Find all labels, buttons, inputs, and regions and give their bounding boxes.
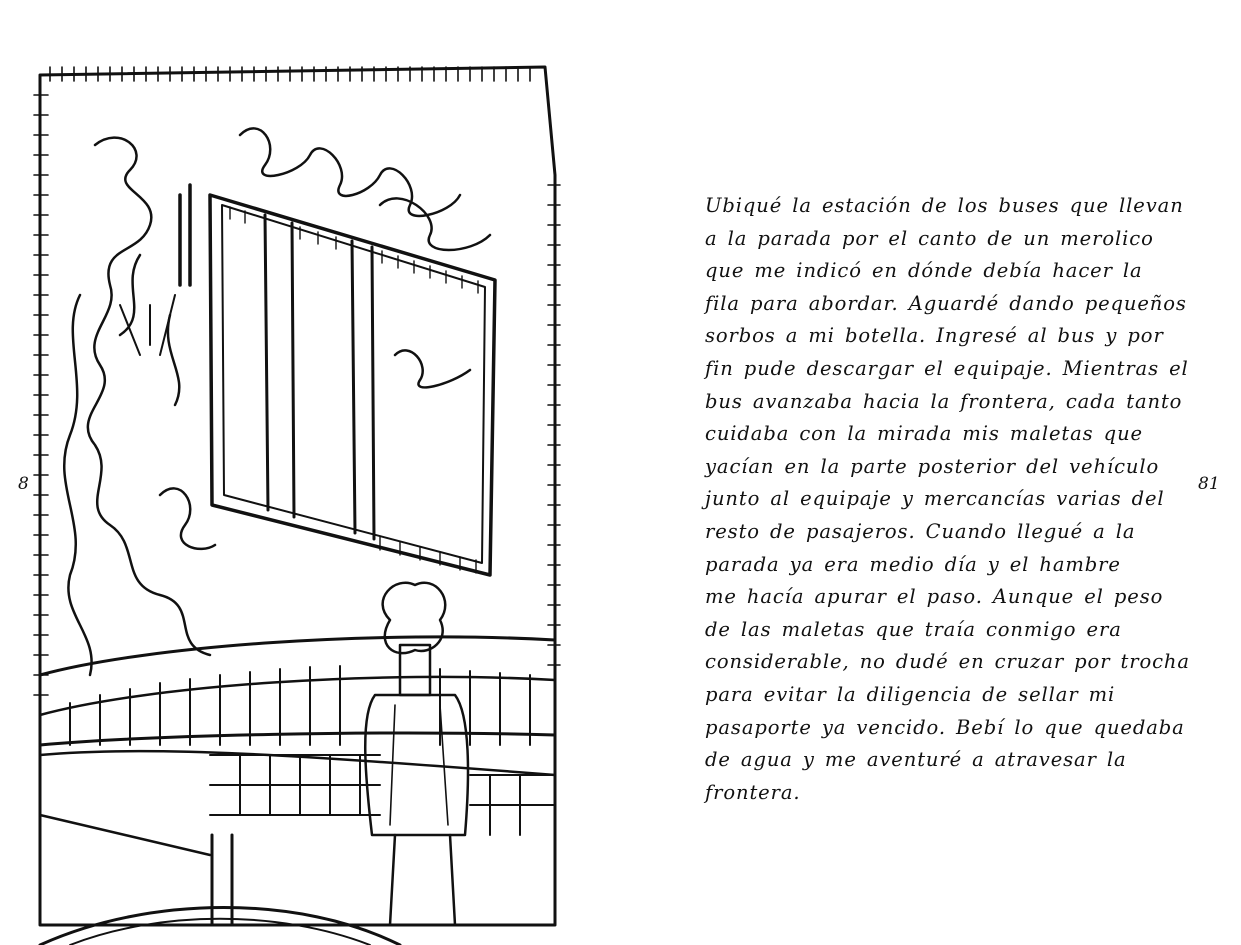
text-line: parada ya era medio día y el hambre <box>705 552 1121 576</box>
text-line: cuidaba con la mirada mis maletas que <box>705 422 1143 446</box>
ink-illustration <box>0 55 565 945</box>
body-text <box>705 190 1190 809</box>
text-line: de agua y me aventuré a atravesar la <box>705 748 1127 772</box>
text-line: para evitar la diligencia de sellar mi <box>705 682 1116 706</box>
text-line: sorbos a mi botella. Ingresé al bus y por <box>705 324 1164 348</box>
page-number-left: 8 <box>18 474 29 494</box>
text-line: a la parada por el canto de un merolico <box>705 226 1154 250</box>
text-line: resto de pasajeros. Cuando llegué a la <box>705 519 1136 543</box>
text-line: bus avanzaba hacia la frontera, cada tanto <box>705 389 1183 413</box>
text-line: de las maletas que traía conmigo era <box>705 617 1122 641</box>
text-line: pasaporte ya vencido. Bebí lo que quedaba <box>705 715 1185 739</box>
text-line: fila para abordar. Aguardé dando pequeños <box>705 291 1187 315</box>
text-line: fin pude descargar el equipaje. Mientras el <box>705 356 1189 380</box>
text-line: me hacía apurar el paso. Aunque el peso <box>705 585 1164 609</box>
text-line: junto al equipaje y mercancías varias del <box>705 487 1165 511</box>
page-number-right: 81 <box>1198 474 1220 494</box>
text-line: frontera. <box>705 780 801 804</box>
text-line: Ubiqué la estación de los buses que llevan <box>705 194 1184 217</box>
text-line: yacían en la parte posterior del vehículo <box>705 454 1160 478</box>
text-line: considerable, no dudé en cruzar por trocha <box>705 650 1190 674</box>
text-line: que me indicó en dónde debía hacer la <box>705 259 1143 283</box>
